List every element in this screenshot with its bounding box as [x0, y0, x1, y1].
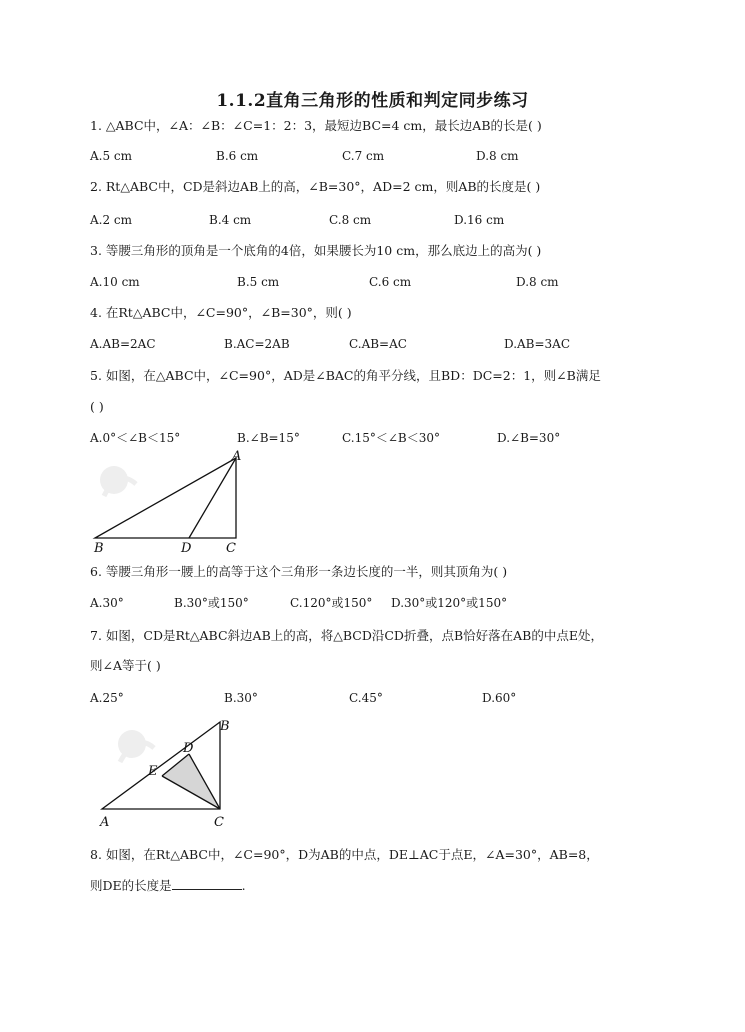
question-1-stem: 1. △ABC中，∠A：∠B：∠C=1：2：3，最短边BC=4 cm，最长边AB的长是( ): [90, 118, 542, 133]
q1-option-c: C.7 cm: [342, 149, 385, 163]
q7-option-a: A.25°: [90, 691, 124, 705]
q3-option-d: D.8 cm: [516, 275, 559, 289]
segment-ad: [189, 458, 236, 538]
q7-label-e: E: [148, 764, 158, 779]
q5-label-c: C: [226, 541, 236, 556]
q7-label-b: B: [220, 719, 230, 734]
q7-option-d: D.60°: [482, 691, 517, 705]
question-3-stem: 3. 等腰三角形的顶角是一个底角的4倍，如果腰长为10 cm，那么底边上的高为( ): [90, 243, 542, 258]
q7-triangle-figure: [92, 714, 252, 832]
q5-option-b: B.∠B=15°: [237, 431, 300, 445]
question-8-stem-line2: [90, 877, 246, 894]
q4-option-d: D.AB=3AC: [504, 337, 571, 351]
q5-option-d: D.∠B=30°: [497, 431, 561, 445]
q6-option-a: A.30°: [90, 596, 124, 610]
q4-option-a: A.AB=2AC: [90, 337, 156, 351]
q2-option-b: B.4 cm: [209, 213, 252, 227]
question-4-stem: 4. 在Rt△ABC中，∠C=90°，∠B=30°，则( ): [90, 305, 352, 320]
q4-option-b: B.AC=2AB: [224, 337, 290, 351]
question-2-stem: 2. Rt△ABC中，CD是斜边AB上的高，∠B=30°，AD=2 cm，则AB的长度是( ): [90, 179, 541, 194]
watermark-logo: [118, 730, 154, 762]
q6-option-d: D.30°或120°或150°: [391, 596, 508, 610]
q1-option-d: D.8 cm: [476, 149, 519, 163]
q6-option-c: C.120°或150°: [290, 596, 373, 610]
question-7-stem-line1: 7. 如图，CD是Rt△ABC斜边AB上的高，将△BCD沿CD折叠，点B恰好落在AB的中点E处，: [90, 628, 603, 643]
q7-option-b: B.30°: [224, 691, 258, 705]
q8-line2-suffix: .: [241, 878, 246, 893]
question-5-stem-line1: 5. 如图，在△ABC中，∠C=90°，AD是∠BAC的角平分线，且BD：DC=2：1，则∠B满足: [90, 368, 601, 383]
q1-option-b: B.6 cm: [216, 149, 259, 163]
q5-label-d: D: [181, 541, 192, 556]
q2-option-a: A.2 cm: [90, 213, 133, 227]
q4-option-c: C.AB=AC: [349, 337, 407, 351]
q5-option-c: C.15°＜∠B＜30°: [342, 431, 440, 445]
q5-label-b: B: [94, 541, 104, 556]
q3-option-a: A.10 cm: [90, 275, 140, 289]
q7-label-c: C: [214, 815, 224, 830]
question-6-stem: 6. 等腰三角形一腰上的高等于这个三角形一条边长度的一半，则其顶角为( ): [90, 564, 508, 579]
q6-option-b: B.30°或150°: [174, 596, 249, 610]
q2-option-c: C.8 cm: [329, 213, 372, 227]
q8-answer-blank[interactable]: [172, 877, 242, 890]
q5-label-a: A: [232, 449, 242, 464]
q1-option-a: A.5 cm: [90, 149, 133, 163]
q3-option-b: B.5 cm: [237, 275, 280, 289]
q3-option-c: C.6 cm: [369, 275, 412, 289]
watermark-logo: [100, 466, 136, 496]
question-5-stem-line2: ( ): [90, 399, 104, 414]
q5-option-a: A.0°＜∠B＜15°: [90, 431, 181, 445]
question-8-stem-line1: 8. 如图，在Rt△ABC中，∠C=90°，D为AB的中点，DE⊥AC于点E，∠A=30°，AB=8，: [90, 847, 599, 862]
q7-option-c: C.45°: [349, 691, 383, 705]
question-7-stem-line2: 则∠A等于( ): [90, 658, 161, 673]
q7-label-a: A: [100, 815, 110, 830]
q2-option-d: D.16 cm: [454, 213, 505, 227]
page-title: 1.1.2直角三角形的性质和判定同步练习: [216, 91, 529, 111]
q7-label-d: D: [183, 741, 194, 756]
q5-triangle-figure: [84, 448, 254, 558]
q8-line2-prefix: 则DE的长度是: [90, 878, 172, 893]
